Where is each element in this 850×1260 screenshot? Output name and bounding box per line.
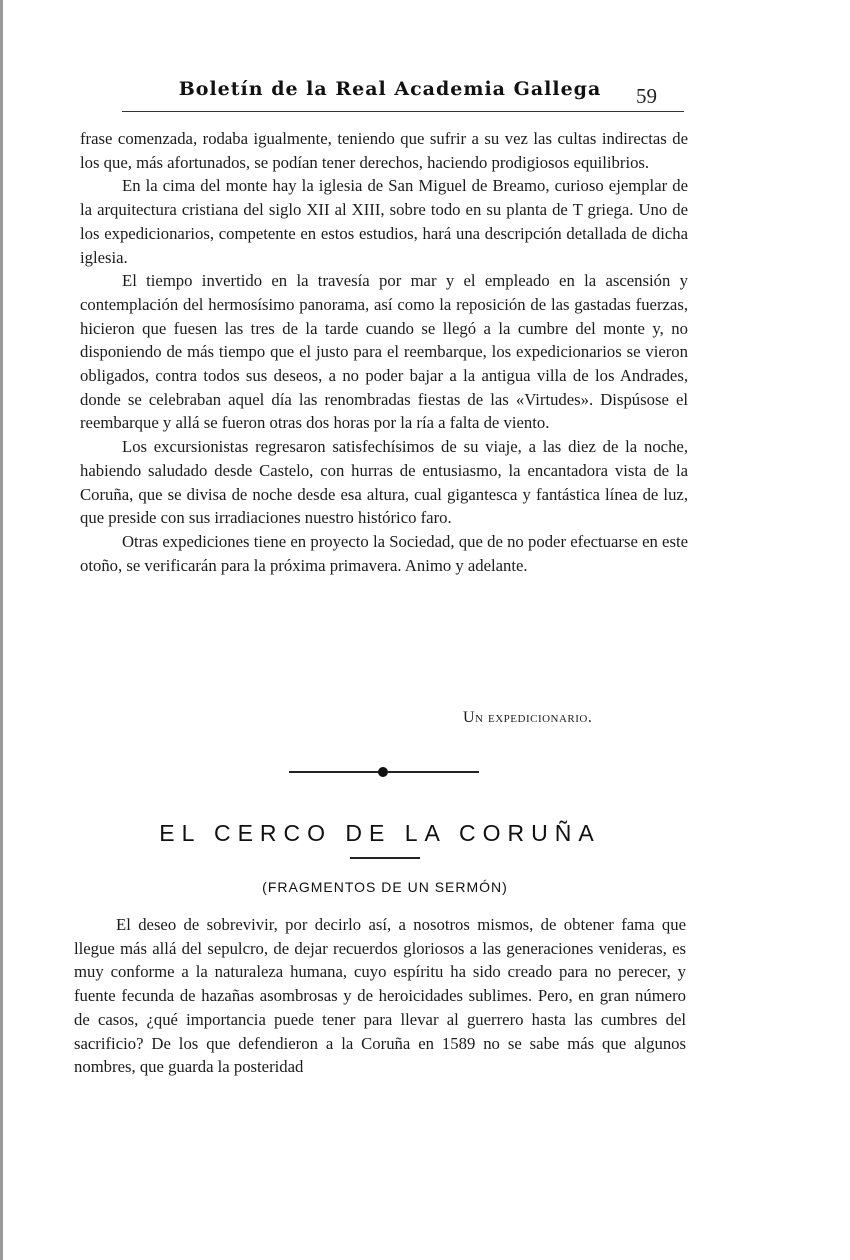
running-header-title: Boletín de la Real Academia Gallega [178,78,602,100]
article-end-text [80,127,688,577]
ornament-line-left [289,771,379,773]
paragraph: El deseo de sobrevivir, por decirlo así, a nosotros mismos, de obtener fama que llegue más allá del sepulcro, de dejar recuerdos gloriosos a las generaciones venideras, es muy conforme a la naturaleza humana, cuyo espíritu ha sido creado para no perecer, y fuente fecunda de hazañas asombrosas y de heroicidades sublimes. Pero, en gran número de casos, ¿qué importancia puede tener para llevar al guerrero hasta las cumbres del sacrificio? De los que defendieron a la Coruña en 1589 no se sabe más que algunos nombres, que guarda la posteridad [74,915,686,1077]
paragraph: Otras expediciones tiene en proyecto la Sociedad, que de no poder efectuarse en este otoño, se verificarán para la próxima primavera. Animo y adelante. [80,531,688,575]
paragraph: frase comenzada, rodaba igualmente, teniendo que sufrir a su vez las cultas indirectas de los que, más afortunados, se podían tener derechos, haciendo prodigiosos equilibrios. [80,129,688,172]
author-signature: Un expedicionario. [463,709,593,726]
article-title: EL CERCO DE LA CORUÑA [159,820,601,846]
article-body-text [74,913,686,1079]
page-number: 59 [636,84,657,108]
paragraph: El tiempo invertido en la travesía por mar y el empleado en la ascensión y contemplación del hermosísimo panorama, así como la reposición de las gastadas fuerzas, hicieron que fuesen las tres de la tarde cuando se llegó a la cumbre del monte y, no disponiendo de más tiempo que el justo para el reembarque, los expedicionarios se vieron obligados, contra todos sus deseos, a no poder bajar a la antigua villa de los Andrades, donde se celebraban aquel día las renombradas fiestas de las «Virtudes». Dispúsose el reembarque y allá se fueron otras dos horas por la ría a falta de viento. [80,271,688,433]
ornament-line-right [387,771,479,773]
paragraph: En la cima del monte hay la iglesia de San Miguel de Breamo, curioso ejemplar de la arquitectura cristiana del siglo XII al XIII, sobre todo en su planta de T griega. Uno de los expedicionarios, competente en estos estudios, hará una descripción detallada de dicha iglesia. [80,176,688,267]
page-binding-edge [0,0,3,1260]
article-subtitle: (FRAGMENTOS DE UN SERMÓN) [262,879,508,895]
section-divider-ornament [289,766,479,778]
paragraph: Los excursionistas regresaron satisfechísimos de su viaje, a las diez de la noche, habiendo saludado desde Castelo, con hurras de entusiasmo, la encantadora vista de la Coruña, que se divisa de noche desde esa altura, cual gigantesca y fantástica línea de luz, que preside con sus irradiaciones nuestro histórico faro. [80,437,688,528]
title-rule [350,857,420,859]
header-rule [122,111,684,112]
